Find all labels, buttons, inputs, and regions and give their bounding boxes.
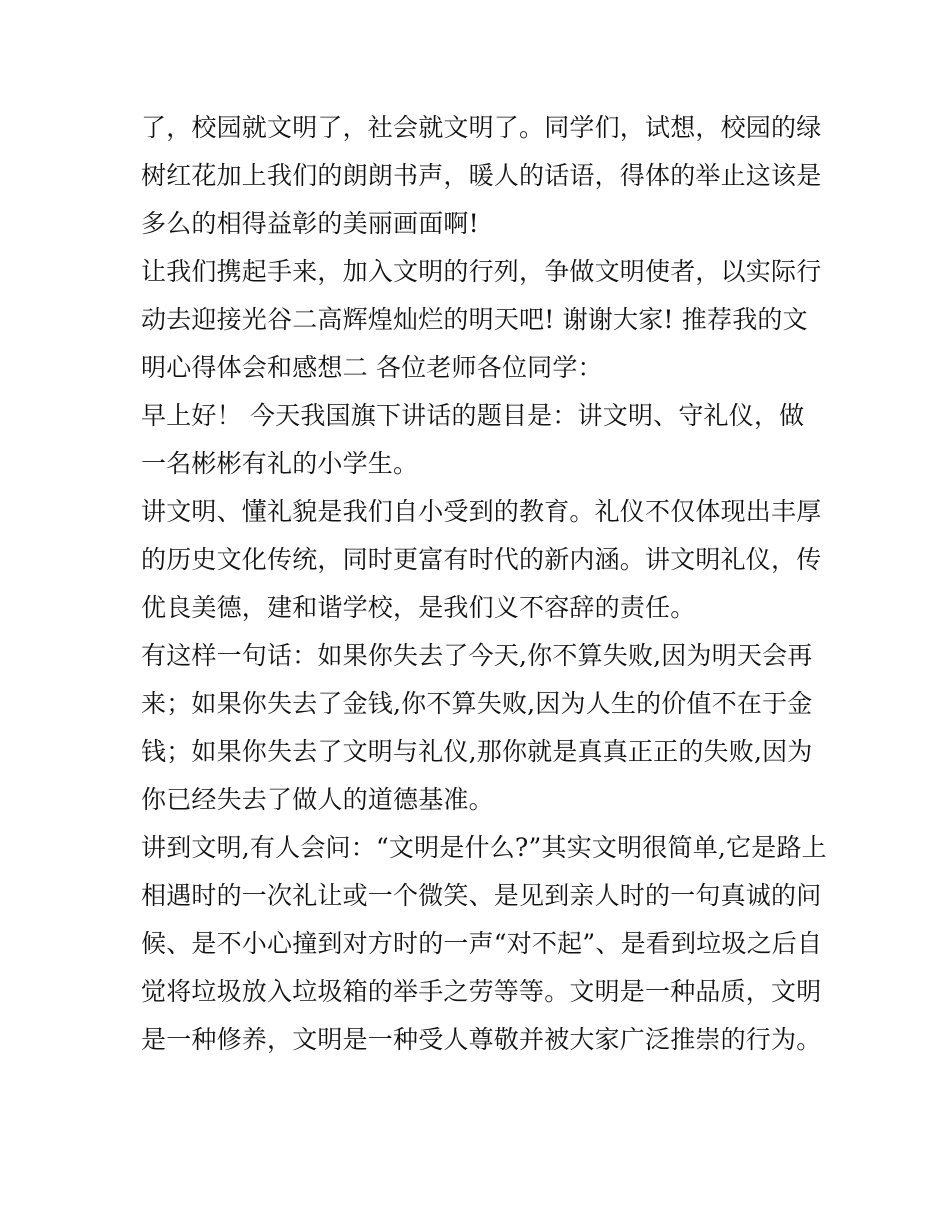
text-line: 讲到文明,有人会问：“文明是什么?”其实文明很简单,它是路上 <box>141 833 827 862</box>
text-line: 来；如果你失去了金钱,你不算失败,因为人生的价值不在于金 <box>141 689 813 718</box>
body-text <box>141 104 827 1064</box>
text-line: 是一种修养，文明是一种受人尊敬并被大家广泛推崇的行为。 <box>141 1025 822 1054</box>
text-line: 多么的相得益彰的美丽画面啊! <box>141 209 479 238</box>
text-line: 的历史文化传统，同时更富有时代的新内涵。讲文明礼仪，传 <box>141 545 822 574</box>
text-line: 觉将垃圾放入垃圾箱的举手之劳等等。文明是一种品质，文明 <box>141 977 822 1006</box>
text-line: 钱；如果你失去了文明与礼仪,那你就是真真正正的失败,因为 <box>141 737 813 766</box>
text-line: 有这样一句话：如果你失去了今天,你不算失败,因为明天会再 <box>141 641 813 670</box>
text-line: 讲文明、懂礼貌是我们自小受到的教育。礼仪不仅体现出丰厚 <box>141 497 822 526</box>
text-line: 让我们携起手来，加入文明的行列，争做文明使者，以实际行 <box>141 257 822 286</box>
text-line: 一名彬彬有礼的小学生。 <box>141 449 419 478</box>
text-line: 动去迎接光谷二高辉煌灿烂的明天吧! 谢谢大家! 推荐我的文 <box>141 305 808 334</box>
text-line: 树红花加上我们的朗朗书声，暖人的话语，得体的举止这该是 <box>141 161 822 190</box>
text-line: 了，校园就文明了，社会就文明了。同学们，试想，校园的绿 <box>141 113 822 142</box>
text-line: 你已经失去了做人的道德基准。 <box>141 785 494 814</box>
text-line: 相遇时的一次礼让或一个微笑、是见到亲人时的一句真诚的问 <box>141 881 822 910</box>
text-line: 候、是不小心撞到对方时的一声“对不起”、是看到垃圾之后自 <box>141 929 823 958</box>
text-line: 明心得体会和感想二 各位老师各位同学： <box>141 353 603 382</box>
text-line: 早上好！ 今天我国旗下讲话的题目是：讲文明、守礼仪，做 <box>141 401 805 430</box>
text-line: 优良美德，建和谐学校，是我们义不容辞的责任。 <box>141 593 696 622</box>
